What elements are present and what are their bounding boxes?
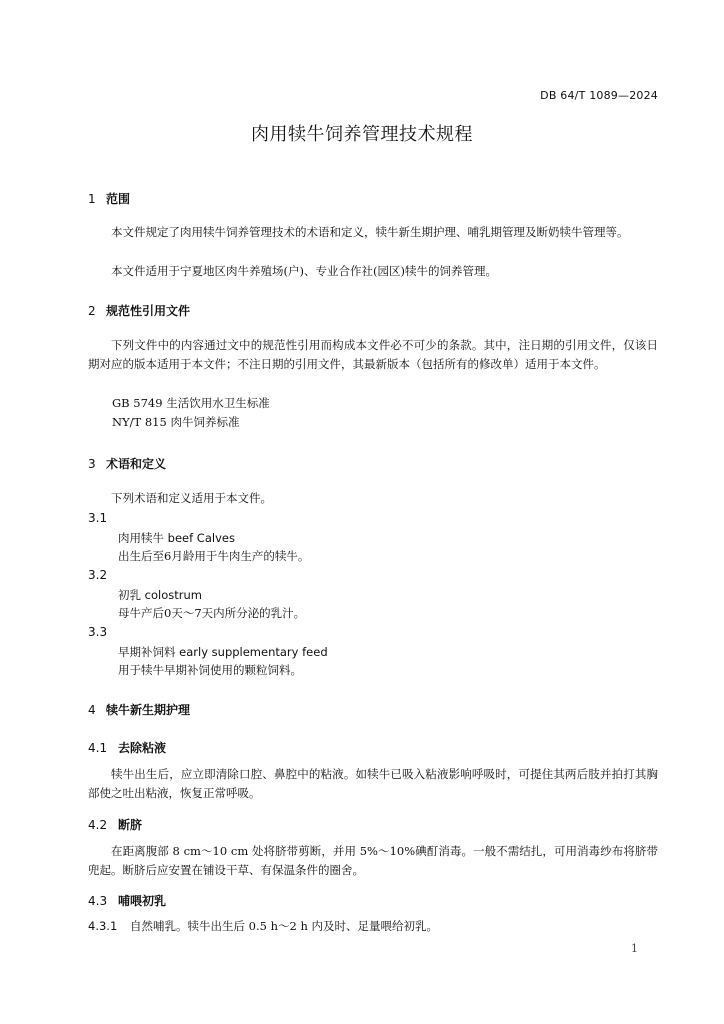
subsection-heading (88, 892, 166, 909)
term-number: 3.2 (88, 568, 108, 582)
sub-item-text: 自然哺乳。犊牛出生后 0.5 h～2 h 内及时、足量喂给初乳。 (130, 919, 439, 933)
subsection-title: 断脐 (118, 818, 143, 832)
section-1-paragraph-2: 本文件适用于宁夏地区肉牛养殖场(户)、专业合作社(园区)犊牛的饲养管理。 (111, 264, 497, 278)
term-definition: 用于犊牛早期补饲使用的颗粒饲料。 (118, 663, 302, 677)
section-1-title: 范围 (106, 192, 131, 206)
section-1-paragraph-1: 本文件规定了肉用犊牛饲养管理技术的术语和定义，犊牛新生期护理、哺乳期管理及断奶犊牛管理等。 (111, 225, 629, 239)
section-2-heading (88, 302, 190, 319)
section-4-title: 犊牛新生期护理 (106, 703, 191, 717)
subsection-heading (88, 816, 142, 833)
section-2-number: 2 (88, 304, 96, 318)
term-definition: 母牛产后0天～7天内所分泌的乳汁。 (118, 606, 306, 620)
subsection-title: 去除粘液 (118, 741, 167, 755)
section-3-number: 3 (88, 457, 96, 471)
standard-code: DB 64/T 1089—2024 (540, 89, 658, 102)
section-4-heading (88, 701, 190, 718)
section-2-intro: 下列文件中的内容通过文中的规范性引用而构成本文件必不可少的条款。其中，注日期的引用文件，仅该日期对应的版本适用于本文件；不注日期的引用文件，其最新版本（包括所有的修改单）适用于本文件。 (88, 338, 658, 371)
subsection-number: 4.1 (88, 741, 108, 755)
section-1-heading (88, 190, 130, 207)
section-1-number: 1 (88, 192, 96, 206)
subsection-number: 4.2 (88, 818, 108, 832)
term-number: 3.3 (88, 625, 108, 639)
page-number: 1 (631, 942, 638, 955)
term-number: 3.1 (88, 511, 108, 525)
sub-item-number: 4.3.1 (88, 919, 118, 933)
reference-item: NY/T 815 肉牛饲养标准 (112, 415, 240, 429)
section-3-intro: 下列术语和定义适用于本文件。 (111, 491, 272, 505)
term-name: 早期补饲料 early supplementary feed (118, 645, 328, 659)
section-3-heading (88, 455, 166, 472)
section-3-title: 术语和定义 (106, 457, 167, 471)
reference-item: GB 5749 生活饮用水卫生标准 (112, 396, 270, 410)
subsection-title: 哺喂初乳 (118, 894, 167, 908)
subsection-number: 4.3 (88, 894, 108, 908)
term-name: 初乳 colostrum (118, 588, 202, 602)
subsection-heading (88, 739, 166, 756)
subsection-text: 在距离腹部 8 cm～10 cm 处将脐带剪断，并用 5%～10%碘酊消毒。一般不需结扎，可用消毒纱布将脐带兜起。断脐后应安置在铺设干草、有保温条件的圈舍。 (88, 844, 658, 877)
term-name: 肉用犊牛 beef Calves (118, 531, 235, 545)
subsection-text: 犊牛出生后，应立即清除口腔、鼻腔中的粘液。如犊牛已吸入粘液影响呼吸时，可提住其两后肢并拍打其胸部使之吐出粘液，恢复正常呼吸。 (88, 767, 658, 800)
sub-item (88, 918, 438, 934)
section-4-number: 4 (88, 703, 96, 717)
term-definition: 出生后至6月龄用于牛肉生产的犊牛。 (118, 549, 310, 563)
section-2-title: 规范性引用文件 (106, 304, 191, 318)
document-title: 肉用犊牛饲养管理技术规程 (251, 124, 473, 145)
